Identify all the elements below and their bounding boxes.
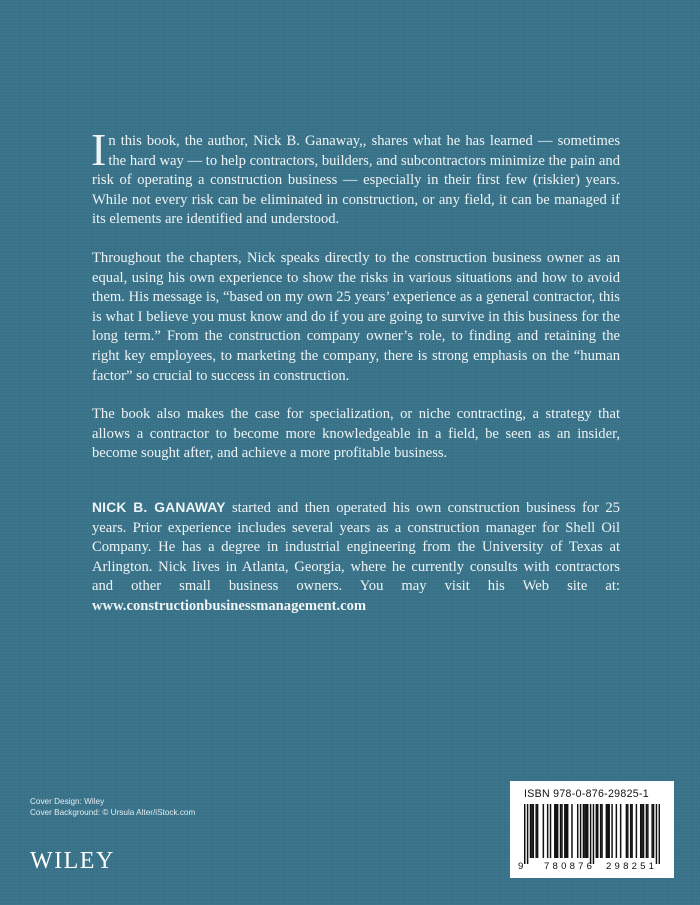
cover-design-credit: Cover Design: Wiley: [30, 797, 105, 806]
isbn-label: ISBN 978-0-876-29825-1: [524, 788, 649, 800]
author-name: NICK B. GANAWAY: [92, 499, 226, 515]
barcode-bar: [584, 804, 585, 858]
barcode-bar: [608, 804, 609, 858]
barcode-bar: [524, 804, 525, 864]
barcode-bar: [606, 804, 607, 858]
barcode-bars: [524, 804, 660, 864]
barcode-bar: [535, 804, 536, 858]
barcode-bar: [600, 804, 601, 858]
blurb-paragraph-1-text: n this book, the author, Nick B. Ganaway,, shares what he has learned — sometimes the hard way — to help contractors, builders, and subcontractors minimize the pain and risk of operating a construction business — especially in their first few (riskier) years. While not every risk can be eliminated in construction, or any field, it can be managed if its elements are identified and understood.: [92, 133, 620, 228]
barcode-bar: [567, 804, 568, 858]
barcode-bar: [547, 804, 548, 858]
barcode-group-1: 780876: [544, 861, 596, 872]
barcode-bar: [627, 804, 628, 858]
author-website: www.constructionbusinessmanagement.com: [92, 597, 367, 614]
barcode-bar: [555, 804, 556, 858]
barcode-bar: [533, 804, 534, 858]
barcode-bar: [550, 804, 551, 858]
barcode-bar: [587, 804, 588, 858]
barcode-group-2: 298251: [606, 861, 658, 872]
barcode-bar: [597, 804, 598, 858]
barcode-bar: [643, 804, 644, 858]
barcode-bar: [543, 804, 544, 858]
barcode-bar: [566, 804, 567, 858]
barcode-bar: [583, 804, 584, 858]
barcode-bar: [651, 804, 652, 858]
barcode-bar: [580, 804, 581, 858]
barcode-bar: [640, 804, 641, 858]
barcode-bar: [564, 804, 565, 858]
barcode-bar: [620, 804, 621, 858]
barcode-bar: [626, 804, 627, 858]
barcode-bar: [656, 804, 657, 864]
barcode-bar: [659, 804, 660, 864]
barcode-bar: [596, 804, 597, 858]
barcode-bar: [641, 804, 642, 858]
blurb: [91, 124, 620, 635]
barcode-bar: [631, 804, 632, 858]
barcode-bar: [530, 804, 531, 858]
author-bio: [92, 498, 620, 617]
barcode-bar: [571, 804, 572, 858]
barcode-bar: [527, 804, 528, 864]
blurb-paragraph-2: Throughout the chapters, Nick speaks directly to the construction business owner as an equal, using his own experience to show the risks in various situations and how to avoid them. His message is, “based on my own 25 years’ experience as a general contractor, this is what I believe you must know and do if you are going to survive in this business for the long term.” From the construction company owner’s role, to finding and retaining the right key employees, to marketing the company, there is strong emphasis on the “human factor” so crucial to success in construction.: [92, 249, 620, 384]
drop-cap: I: [91, 124, 107, 175]
barcode-bar: [593, 804, 594, 864]
barcode-bar: [590, 804, 591, 864]
barcode-bar: [577, 804, 578, 858]
barcode-lead-digit: 9: [518, 861, 524, 872]
barcode-bar: [636, 804, 637, 858]
isbn-barcode: [510, 781, 674, 878]
barcode-bar: [586, 804, 587, 858]
barcode-bar: [531, 804, 532, 858]
barcode-bar: [557, 804, 558, 858]
cover-credits: [30, 796, 195, 818]
barcode-bar: [653, 804, 654, 858]
blurb-paragraph-1: [91, 124, 620, 230]
barcode-bar: [611, 804, 612, 858]
author-bio-text: started and then operated his own construction business for 25 years. Prior experience includes several years as a construction manager for Shell Oil Company. He has a degree in industrial engineering from the University of Texas at Arlington. Nick lives in Atlanta, Georgia, where he currently consults with contractors and other small business owners. You may visit his Web site at:: [92, 499, 620, 595]
cover-background-credit: Cover Background: © Ursula Alter/iStock.com: [30, 808, 196, 817]
barcode-bar: [561, 804, 562, 858]
barcode-bar: [537, 804, 538, 858]
publisher-logo: WILEY: [30, 848, 115, 874]
barcode-bar: [560, 804, 561, 858]
barcode-bar: [646, 804, 647, 858]
barcode-bar: [630, 804, 631, 858]
blurb-paragraph-3: The book also makes the case for specialization, or niche contracting, a strategy that allows a contractor to become more knowledgeable in a field, be seen as an insider, become sought after, and achieve a more profitable business.: [92, 406, 620, 462]
barcode-bar: [554, 804, 555, 858]
barcode-bar: [647, 804, 648, 858]
barcode-bar: [616, 804, 617, 858]
barcode-bar: [607, 804, 608, 858]
barcode-bar: [601, 804, 602, 858]
